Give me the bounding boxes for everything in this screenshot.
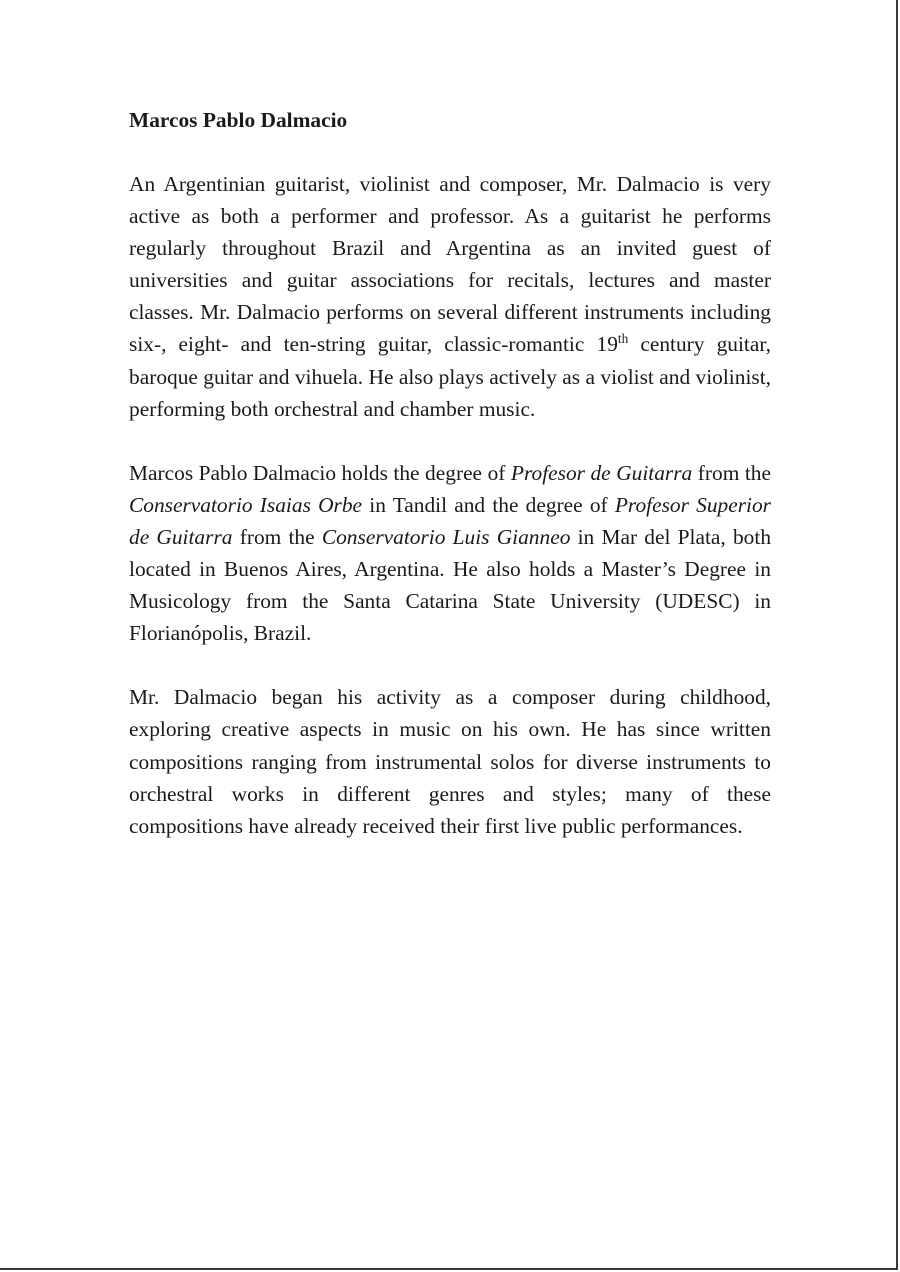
paragraph-composer: Mr. Dalmacio began his activity as a composer during childhood, exploring creative aspects in music on his own. He has since written compositions ranging from instrumental solos for diverse instruments to orchestral works in different genres and styles; many of these compositions have already received their first live public performances. [129, 685, 771, 838]
paragraph-text: Marcos Pablo Dalmacio holds the degree of [129, 460, 511, 485]
paragraph-text: in Tandil and the degree of [362, 492, 615, 517]
paragraph-biography-intro [129, 168, 771, 425]
paragraph-text: century guitar, baroque guitar and vihuela. He also plays actively as a violist and violinist, performing both orchestral and chamber music. [129, 332, 771, 421]
page-content [129, 104, 771, 842]
paragraph-education [129, 457, 771, 650]
paragraph-text: from the [232, 524, 322, 549]
paragraph-text: in Mar del Plata, both located in Buenos Aires, Argentina. He also holds a Master’s Degree in Musicology from the Santa Catarina State University (UDESC) in Florianópolis, Brazil. [129, 524, 772, 646]
degree-name: Profesor Superior de Guitarra [129, 492, 771, 549]
institution-name: Conservatorio Isaias Orbe [129, 492, 363, 517]
ordinal-superscript: th [617, 331, 629, 347]
degree-name: Profesor de Guitarra [510, 460, 693, 485]
page-title: Marcos Pablo Dalmacio [129, 108, 348, 132]
paragraph-text: from the [692, 460, 771, 485]
paragraph-text: An Argentinian guitarist, violinist and composer, Mr. Dalmacio is very active as both a performer and professor. As a guitarist he performs regularly throughout Brazil and Argentina as an invited guest of universities and guitar associations for recitals, lectures and master classes. Mr. Dalmacio performs on several different instruments including six-, eight- and ten-string guitar, classic-romantic 19 [129, 172, 771, 357]
institution-name: Conservatorio Luis Gianneo [321, 524, 571, 549]
